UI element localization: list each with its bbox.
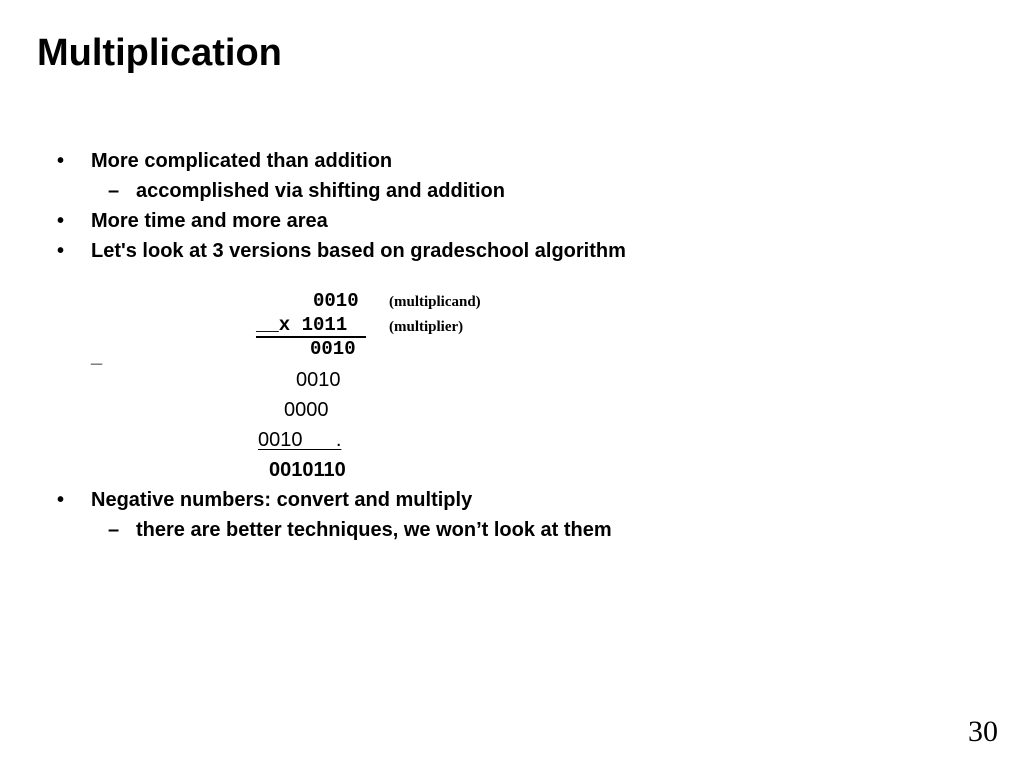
sub-bullet-better-techniques: there are better techniques, we won’t look at them: [136, 519, 612, 541]
bullet-more-complicated: More complicated than addition: [91, 150, 393, 172]
partial-product-4: 0010 .: [258, 429, 342, 451]
bullet-negative-numbers: Negative numbers: convert and multiply: [91, 489, 473, 511]
bullet-marker: •: [57, 240, 65, 262]
multiplicand-note: (multiplicand): [389, 294, 481, 310]
partial-product-3: 0000: [284, 399, 329, 421]
slide-title: Multiplication: [37, 32, 282, 74]
partial-product-1: 0010: [310, 338, 356, 360]
sub-bullet-marker: –: [108, 180, 120, 202]
sub-bullet-marker: –: [108, 519, 120, 541]
bullet-marker: •: [57, 150, 65, 172]
bullet-marker: •: [57, 489, 65, 511]
multiplier-note: (multiplier): [389, 319, 464, 335]
page-number: 30: [968, 715, 998, 748]
partial-product-2: 0010: [296, 369, 341, 391]
bullet-time-area: More time and more area: [91, 210, 328, 232]
multiplicand-value: 0010: [313, 290, 359, 312]
bullet-marker: •: [57, 210, 65, 232]
stray-dash: _: [91, 345, 103, 367]
sub-bullet-shifting-addition: accomplished via shifting and addition: [136, 180, 505, 202]
multiplier-line: __x 1011: [256, 314, 348, 336]
bullet-three-versions: Let's look at 3 versions based on gradeschool algorithm: [91, 240, 626, 262]
product-result: 0010110: [269, 459, 346, 481]
